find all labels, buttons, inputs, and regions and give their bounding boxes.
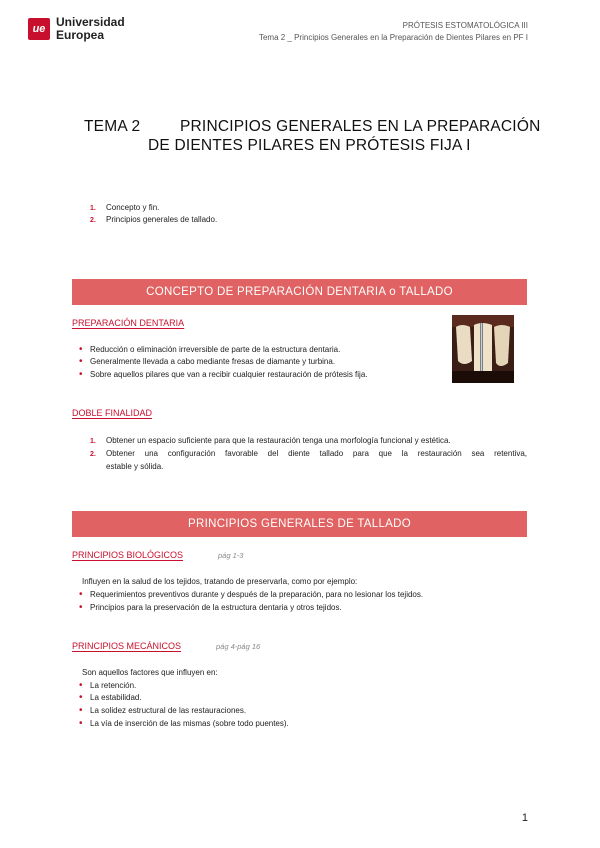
section-banner-principios: PRINCIPIOS GENERALES DE TALLADO: [72, 511, 527, 537]
university-logo-mark: ue: [28, 18, 50, 40]
topic-name: Tema 2 _ Principios Generales en la Preparación de Dientes Pilares en PF I: [258, 33, 528, 42]
contents-text: Principios generales de tallado.: [106, 215, 218, 224]
finalidad-num: 1.: [90, 438, 96, 445]
finalidad-item: [90, 449, 527, 458]
page-number: 1: [521, 812, 528, 824]
subheading-mecanicos: PRINCIPIOS MECÁNICOS: [72, 641, 182, 651]
contents-item: [90, 215, 217, 224]
contents-num: 2.: [90, 217, 96, 224]
finalidad-text: Obtener un espacio suficiente para que la restauración tenga una morfología funcional y estética.: [106, 436, 451, 445]
section-banner-concepto: CONCEPTO DE PREPARACIÓN DENTARIA o TALLADO: [72, 279, 527, 305]
prepared-tooth-photo: [452, 315, 514, 383]
finalidad-text: Obtener una configuración favorable del diente tallado para que la restauración sea retentiva,: [106, 449, 527, 458]
subheading-biologicos: PRINCIPIOS BIOLÓGICOS: [72, 550, 184, 560]
page-ref-mecanicos: pág 4-pág 16: [216, 642, 261, 651]
bullet-item: • Generalmente llevada a cabo mediante fresas de diamante y turbina.: [90, 357, 335, 366]
title-line1: PRINCIPIOS GENERALES EN LA PREPARACIÓN: [180, 118, 541, 135]
logo-line2: Europea: [56, 28, 105, 42]
bullet-item: • Reducción o eliminación irreversible de parte de la estructura dentaria.: [90, 345, 340, 354]
logo-line1: Universidad: [56, 15, 125, 29]
bullet-item: • Principios para la preservación de la estructura dentaria y otros tejidos.: [90, 603, 342, 612]
bullet-item: • La solidez estructural de las restauraciones.: [90, 706, 246, 715]
university-logo-text: [56, 16, 125, 42]
subheading-preparacion: PREPARACIÓN DENTARIA: [72, 318, 185, 328]
course-name: PRÓTESIS ESTOMATOLÓGICA III: [402, 21, 528, 30]
title-line2: DE DIENTES PILARES EN PRÓTESIS FIJA I: [148, 137, 471, 154]
page-header-info: [259, 20, 528, 44]
biologicos-intro: Influyen en la salud de los tejidos, tratando de preservarla, como por ejemplo:: [82, 577, 358, 586]
bullet-item: • La estabilidad.: [90, 693, 142, 702]
subheading-doble-finalidad: DOBLE FINALIDAD: [72, 408, 153, 418]
bullet-item: • La vía de inserción de las mismas (sobre todo puentes).: [90, 719, 289, 728]
mecanicos-intro: Son aquellos factores que influyen en:: [82, 668, 218, 677]
tema-label: TEMA 2: [84, 118, 141, 135]
finalidad-item: [90, 436, 451, 445]
contents-text: Concepto y fin.: [106, 203, 160, 212]
page-ref-biologicos: pág 1-3: [218, 551, 244, 560]
contents-item: [90, 203, 159, 212]
bullet-item: • Requerimientos preventivos durante y después de la preparación, para no lesionar los tejidos.: [90, 590, 423, 599]
contents-num: 1.: [90, 205, 96, 212]
finalidad-text-cont: estable y sólida.: [106, 462, 164, 471]
finalidad-num: 2.: [90, 451, 96, 458]
bullet-item: • Sobre aquellos pilares que van a recibir cualquier restauración de prótesis fija.: [90, 370, 368, 379]
bullet-item: • La retención.: [90, 681, 136, 690]
